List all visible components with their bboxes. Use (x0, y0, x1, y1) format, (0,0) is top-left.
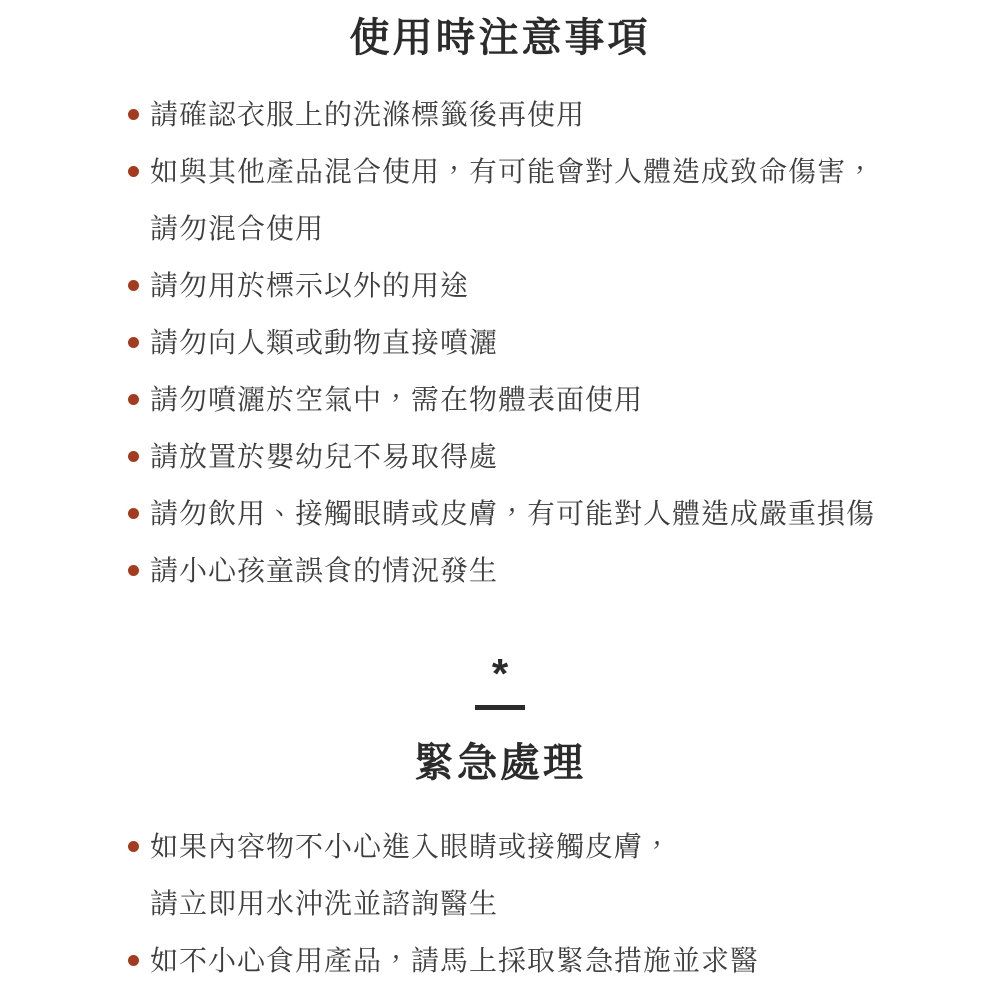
precautions-section-title: 使用時注意事項 (349, 16, 651, 60)
list-item (150, 485, 960, 542)
emergency-section-title: 緊急處理 (414, 741, 586, 785)
bullet-icon (128, 280, 139, 291)
emergency-list (150, 818, 960, 989)
bullet-icon (128, 508, 139, 519)
bullet-icon (128, 841, 139, 852)
item-text: 請勿飲用、接觸眼睛或皮膚，有可能對人體造成嚴重損傷 (150, 498, 876, 529)
item-text-continued: 請立即用水沖洗並諮詢醫生 (150, 888, 499, 919)
precautions-list (150, 86, 960, 599)
bullet-icon (128, 451, 139, 462)
item-text: 請小心孩童誤食的情況發生 (150, 555, 499, 586)
list-item (150, 143, 960, 257)
item-text: 請放置於嬰幼兒不易取得處 (150, 441, 499, 472)
bullet-icon (128, 337, 139, 348)
bullet-icon (128, 394, 139, 405)
item-text: 請勿向人類或動物直接噴灑 (150, 327, 499, 358)
item-text: 請勿噴灑於空氣中，需在物體表面使用 (150, 384, 644, 415)
list-item (150, 428, 960, 485)
bullet-icon (128, 166, 139, 177)
list-item (150, 818, 960, 932)
item-text-continued: 請勿混合使用 (150, 213, 325, 244)
bullet-icon (128, 955, 139, 966)
item-text: 請確認衣服上的洗滌標籤後再使用 (150, 99, 586, 130)
item-text: 如不小心食用產品，請馬上採取緊急措施並求醫 (150, 945, 760, 976)
asterisk-divider-icon: * (491, 650, 509, 697)
item-text: 如與其他產品混合使用，有可能會對人體造成致命傷害， (150, 156, 876, 187)
bullet-icon (128, 109, 139, 120)
item-text: 請勿用於標示以外的用途 (150, 270, 470, 301)
list-item (150, 542, 960, 599)
list-item (150, 257, 960, 314)
divider-rule (475, 705, 525, 710)
list-item (150, 86, 960, 143)
list-item (150, 314, 960, 371)
bullet-icon (128, 565, 139, 576)
list-item (150, 371, 960, 428)
item-text: 如果內容物不小心進入眼睛或接觸皮膚， (150, 831, 673, 862)
list-item (150, 932, 960, 989)
